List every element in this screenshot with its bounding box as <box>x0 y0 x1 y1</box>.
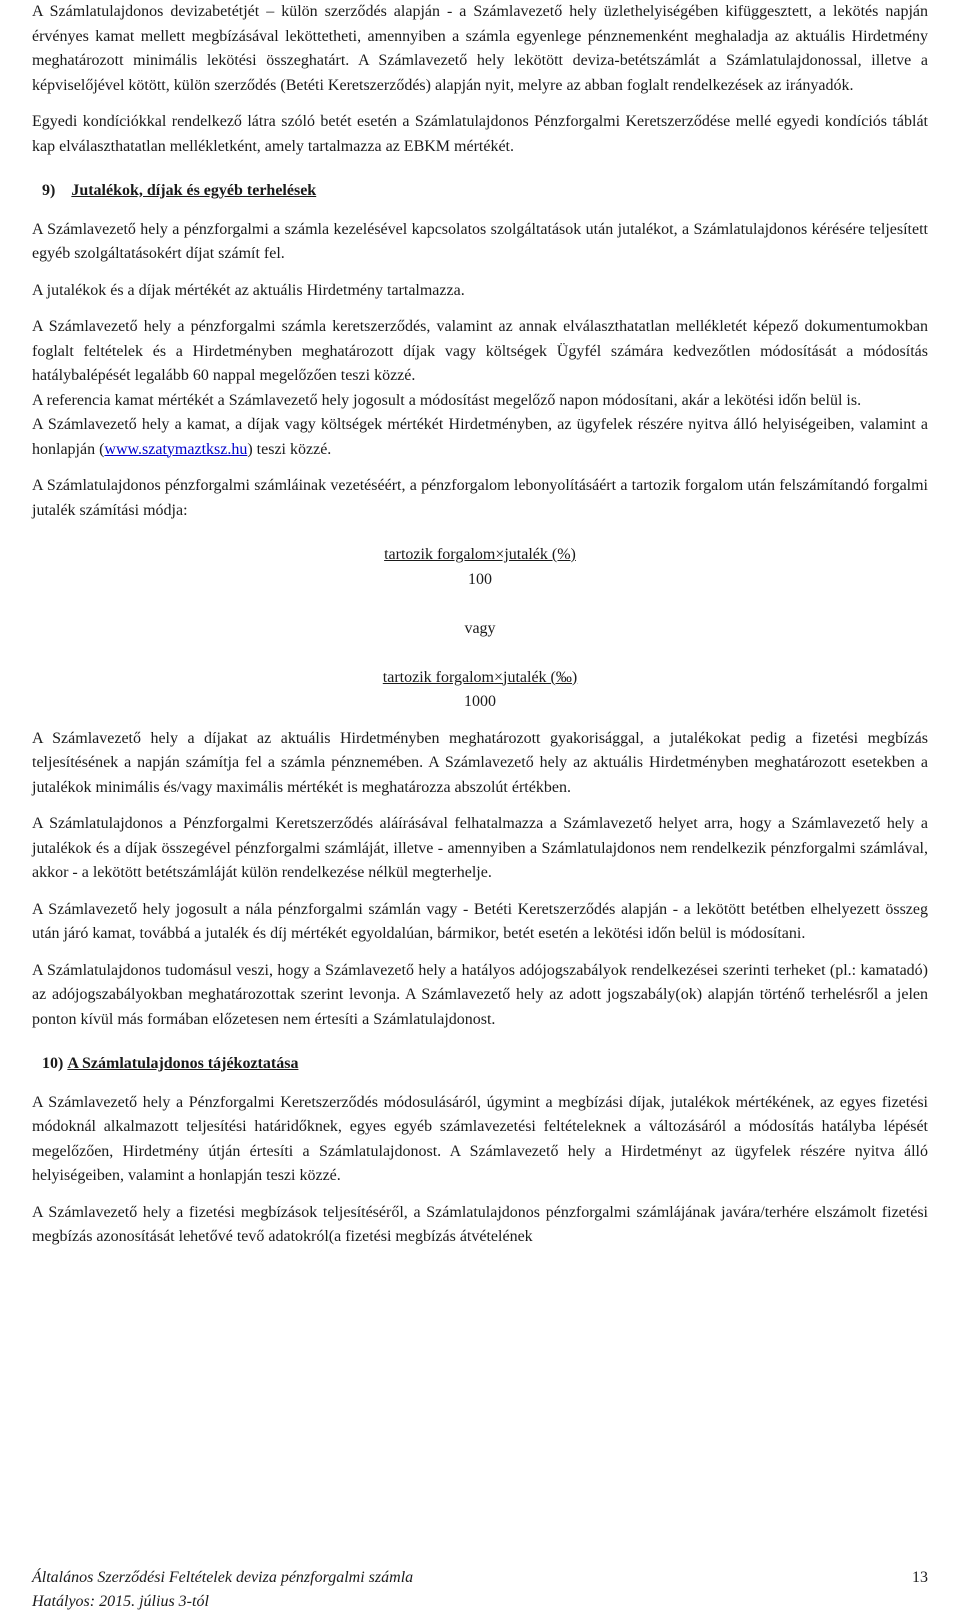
formula-numerator: tartozik forgalom×jutalék (‰) <box>382 668 578 686</box>
section-number: 10) <box>42 1055 64 1072</box>
document-page <box>32 0 928 1617</box>
paragraph: A referencia kamat mértékét a Számlavezető hely jogosult a módosítást megelőző napon módosítani, akár a lekötési időn belül is. <box>32 391 862 409</box>
paragraph: A Számlavezető hely a díjakat az aktuális Hirdetményben meghatározott gyakorisággal, a jutalékokat pedig a fizetési megbízás teljesítésének a napján számítja fel a számla pénznemében. A Számlavezető hely az aktuális Hirdetményben meghatározott esetekben a jutalékok minimális és/vagy maximális mértékét is meghatározza abszolút értékben. <box>32 729 928 796</box>
section-heading-9 <box>42 179 928 204</box>
section-number: 9) <box>42 182 56 199</box>
page-footer <box>32 1566 928 1614</box>
document-body <box>32 0 928 1250</box>
paragraph: A Számlavezető hely a pénzforgalmi a számla kezelésével kapcsolatos szolgáltatások után jutalékot, a Számlatulajdonos kérésére teljesített egyéb szolgáltatásokért díjat számít fel. <box>32 220 928 262</box>
paragraph: A Számlatulajdonos pénzforgalmi számláinak vezetéséért, a pénzforgalom lebonyolításáért a tartozik forgalom után felszámítandó forgalmi jutalék számítási módja: <box>32 477 928 519</box>
section-title: A Számlatulajdonos tájékoztatása <box>67 1055 299 1072</box>
paragraph: A Számlavezető hely a fizetési megbízások teljesítéséről, a Számlatulajdonos pénzforgalmi számlájának javára/terhére elszámolt fizetési megbízás azonosítását lehetővé tevő adatokról(a fizetési megbízás átvételének <box>32 1203 928 1245</box>
paragraph: A jutalékok és a díjak mértékét az aktuális Hirdetmény tartalmazza. <box>32 281 465 299</box>
section-title: Jutalékok, díjak és egyéb terhelések <box>71 182 317 199</box>
paragraph: A Számlavezető hely a Pénzforgalmi Keretszerződés módosulásáról, úgymint a megbízási díjak, jutalékok mértékének, az egyes fizetési módoknál alkalmazott teljesítési határidőknek, egyes egyéb számlavezetési feltételeknek a változásáról a módosítás hatályba lépését megelőzően, Hirdetmény útján értesíti a Számlatulajdonost. A Számlavezető hely a Hirdetményt az ügyfelek részére nyitva álló helyiségeiben, valamint a honlapján teszi közzé. <box>32 1093 928 1184</box>
website-link[interactable]: www.szatymaztksz.hu <box>104 440 248 458</box>
page-number: 13 <box>912 1569 928 1586</box>
formula-denominator: 100 <box>468 570 492 588</box>
formula-or: vagy <box>464 619 496 637</box>
formula-numerator: tartozik forgalom×jutalék (%) <box>384 546 576 563</box>
paragraph: A Számlavezető hely jogosult a nála pénzforgalmi számlán vagy - Betéti Keretszerződés alapján - a lekötött betétben elhelyezett összeg után járó kamat, továbbá a jutalék és díj mértékét egyoldalúan, bármikor, betét esetén a lekötési időn belül is módosítani. <box>32 900 928 942</box>
section-heading-10 <box>42 1052 928 1077</box>
footer-title: Általános Szerződési Feltételek deviza pénzforgalmi számla <box>32 1569 414 1586</box>
paragraph: A Számlatulajdonos devizabetétjét – külön szerződés alapján - a Számlavezető hely üzlethelyiségében kifüggesztett, a lekötés napján érvényes kamat mellett megbízásával leköttetheti, amennyiben a számla egyenlege pénznemenként meghaladja az aktuális Hirdetmény meghatározott minimális lekötési összeghatárt. A Számlavezető hely lekötött deviza-betétszámlát a Számlatulajdonossal, illetve a képviselőjével kötött, külön szerződés (Betéti Keretszerződés) alapján nyit, melyre az abban foglalt rendelkezések az irányadók. <box>32 3 928 94</box>
paragraph: Egyedi kondíciókkal rendelkező látra szóló betét esetén a Számlatulajdonos Pénzforgalmi Keretszerződése mellé egyedi kondíciós táblát kap elválaszthatatlan mellékletként, amely tartalmazza az EBKM mértékét. <box>32 113 928 155</box>
paragraph: A Számlatulajdonos tudomásul veszi, hogy a Számlavezető hely a hatályos adójogszabályok rendelkezései szerinti terheket (pl.: kamatadó) az adójogszabályokban meghatározottak szerint levonja. A Számlavezető hely az adott jogszabály(ok) alapján történő terhelésről a jelen ponton kívül más formában előzetesen nem értesíti a Számlatulajdonost. <box>32 961 928 1028</box>
footer-effective-date: Hatályos: 2015. július 3-tól <box>32 1593 209 1610</box>
formula-denominator: 1000 <box>464 693 496 710</box>
paragraph: A Számlavezető hely a pénzforgalmi számla keretszerződés, valamint az annak elválaszthatatlan mellékletét képező dokumentumokban foglalt feltételek és a Hirdetményben meghatározott díjak vagy költségek Ügyfél számára kedvezőtlen módosítását a módosítás hatálybalépését legalább 60 nappal megelőzően teszi közzé. <box>32 318 928 384</box>
text-run: ) teszi közzé. <box>247 440 332 458</box>
paragraph <box>32 413 928 462</box>
commission-formula <box>32 543 928 715</box>
text-run: A Számlavezető hely a kamat, a díjak vagy költségek mértékét Hirdetményben, az ügyfelek részére nyitva álló helyiségeiben, valamint a honlapján ( <box>32 416 928 458</box>
paragraph: A Számlatulajdonos a Pénzforgalmi Keretszerződés aláírásával felhatalmazza a Számlavezető helyet arra, hogy a Számlavezető hely a jutalékok és a díjak összegével pénzforgalmi számláját, illetve - amennyiben a Számlatulajdonos nem rendelkezik pénzforgalmi számlával, akkor - a lekötött betétszámláját külön rendelkezése nélkül megterhelje. <box>32 815 928 881</box>
